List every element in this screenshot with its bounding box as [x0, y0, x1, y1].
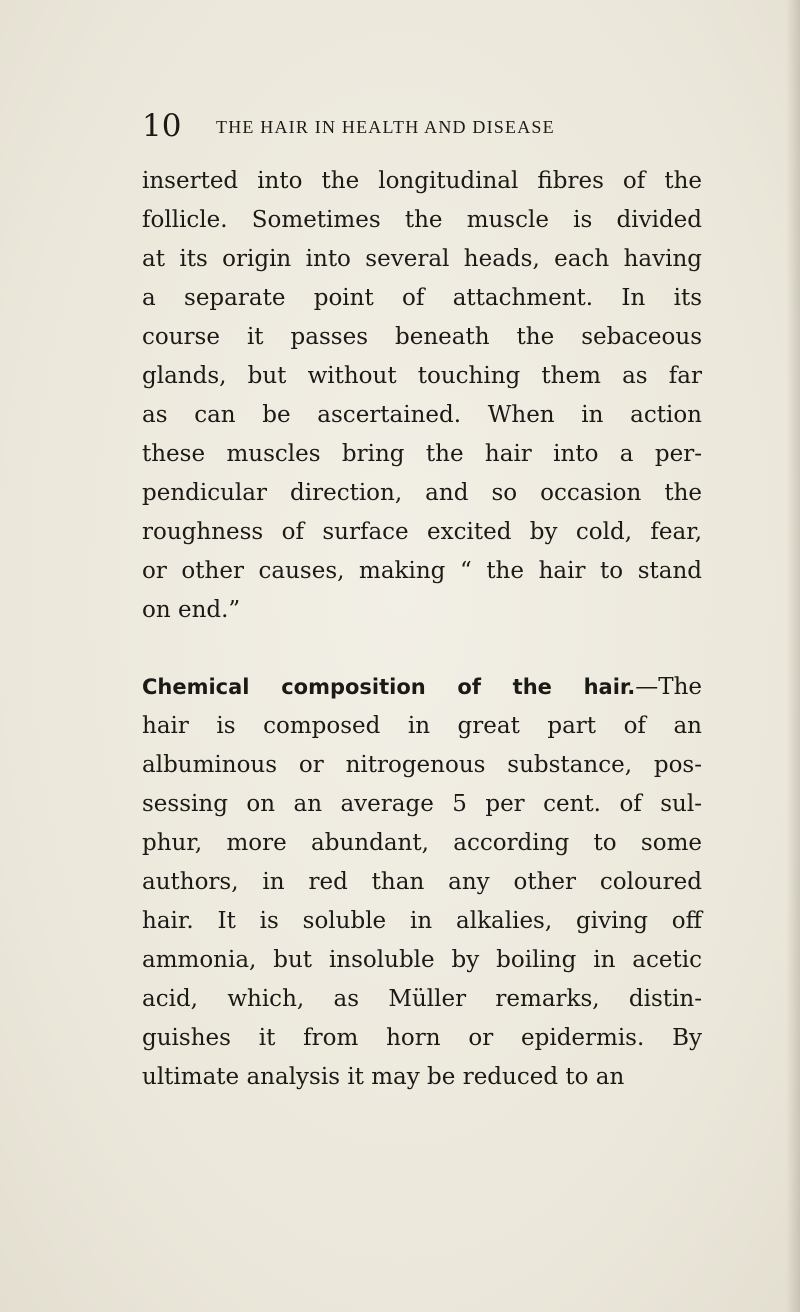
text-line: on end.”: [142, 597, 241, 623]
text-line-with-heading: [142, 668, 702, 707]
text-line: glands, but without touching them as far: [142, 363, 702, 389]
text-line: pendicular direction, and so occasion the: [142, 480, 702, 506]
text-line: sessing on an average 5 per cent. of sul-: [142, 791, 702, 817]
text-line: at its origin into several heads, each having: [142, 246, 702, 272]
running-head: [142, 108, 702, 148]
text-line: these muscles bring the hair into a per-: [142, 441, 702, 467]
page-number: 10: [142, 108, 182, 144]
body-text: [142, 162, 702, 1097]
paragraph-muscles: [142, 162, 702, 630]
text-line: albuminous or nitrogenous substance, pos-: [142, 752, 702, 778]
text-line: or other causes, making “ the hair to stand: [142, 558, 702, 584]
text-line: roughness of surface excited by cold, fear,: [142, 519, 702, 545]
text-line: inserted into the longitudinal fibres of the: [142, 168, 702, 194]
text-line: acid, which, as Müller remarks, distin-: [142, 986, 702, 1012]
text-line: follicle. Sometimes the muscle is divided: [142, 207, 702, 233]
section-heading: Chemical composition of the hair.: [142, 675, 636, 699]
paragraph-chemical-composition: [142, 668, 702, 1097]
paragraph-gap: [142, 630, 702, 668]
text-line: phur, more abundant, according to some: [142, 830, 702, 856]
text-line: hair. It is soluble in alkalies, giving off: [142, 908, 702, 934]
running-title: THE HAIR IN HEALTH AND DISEASE: [216, 117, 555, 137]
text-line: hair is composed in great part of an: [142, 713, 702, 739]
text-line: as can be ascertained. When in action: [142, 402, 702, 428]
text-line: course it passes beneath the sebaceous: [142, 324, 702, 350]
text-line: guishes it from horn or epidermis. By: [142, 1025, 702, 1051]
text-line: authors, in red than any other coloured: [142, 869, 702, 895]
text-line: a separate point of attachment. In its: [142, 285, 702, 311]
text-line: ammonia, but insoluble by boiling in acetic: [142, 947, 702, 973]
text-line: ultimate analysis it may be reduced to an: [142, 1064, 625, 1090]
page-edge-shadow: [786, 0, 800, 1312]
heading-continuation: —The: [635, 674, 702, 700]
